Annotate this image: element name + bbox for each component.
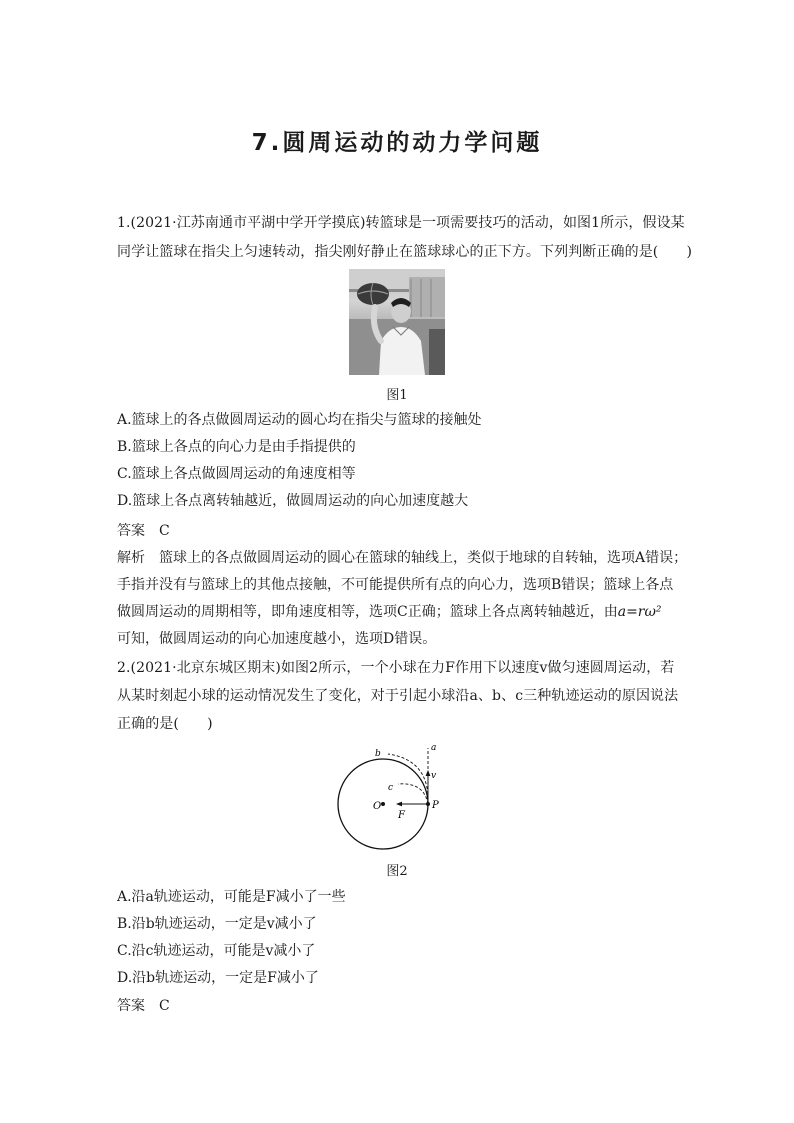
label-a: a [431, 743, 437, 753]
page-title: 7.圆周运动的动力学问题 [251, 130, 543, 156]
velocity-arrowhead [426, 770, 431, 776]
trajectory-b [388, 754, 428, 804]
center-dot [381, 802, 385, 806]
q2-option-b: B.沿b轨迹运动，一定是v减小了 [117, 916, 317, 932]
force-arrowhead [396, 802, 402, 807]
q2-text-line-2: 从某时刻起小球的运动情况发生了变化，对于引起小球沿a、b、c三种轨迹运动的原因说法 [117, 688, 679, 704]
q1-text-line-1: 1.(2021·江苏南通市平湖中学开学摸底)转篮球是一项需要技巧的活动，如图1所示，假设某 [117, 215, 685, 231]
centripetal-formula: a=rω² [617, 604, 662, 620]
q1-analysis-text-1: 篮球上的各点做圆周运动的圆心在篮球的轴线上，类似于地球的自转轴，选项A错误； [159, 550, 688, 566]
q1-text-line-2: 同学让篮球在指尖上匀速转动，指尖刚好静止在篮球球心的正下方。下列判断正确的是( ) [117, 244, 693, 260]
basketball-spinning-photo [349, 269, 445, 375]
q2-option-a: A.沿a轨迹运动，可能是F减小了一些 [117, 889, 346, 905]
q1-analysis-text-3: 做圆周运动的周期相等，即角速度相等，选项C正确；篮球上各点离转轴越近，由 [117, 604, 618, 620]
q2-option-c: C.沿c轨迹运动，可能是v减小了 [117, 943, 316, 959]
particle-dot [426, 802, 430, 806]
q1-analysis-line-3 [117, 602, 662, 622]
q1-analysis-line-1 [117, 548, 687, 568]
label-p: P [432, 800, 439, 811]
q2-option-d: D.沿b轨迹运动，一定是F减小了 [117, 970, 319, 986]
q2-answer-row [117, 996, 170, 1016]
q1-option-a: A.篮球上的各点做圆周运动的圆心均在指尖与篮球的接触处 [117, 412, 482, 428]
q1-option-c: C.篮球上各点做圆周运动的角速度相等 [117, 466, 356, 482]
label-b: b [375, 749, 381, 759]
label-f: F [398, 810, 405, 821]
q2-answer-label: 答案 [117, 998, 145, 1014]
q1-answer-value: C [159, 523, 170, 539]
photo-illustration [349, 269, 445, 375]
q1-analysis-label: 解析 [117, 550, 145, 566]
label-o: O [373, 801, 382, 812]
q1-answer-label: 答案 [117, 523, 145, 539]
q2-answer-value: C [159, 998, 170, 1014]
q1-option-b: B.篮球上各点的向心力是由手指提供的 [117, 439, 356, 455]
q1-analysis-line-4: 可知，做圆周运动的向心加速度越小，选项D错误。 [117, 631, 437, 647]
q1-analysis-line-2: 手指并没有与篮球上的其他点接触，不可能提供所有点的向心力，选项B错误；篮球上各点 [117, 577, 674, 593]
circular-motion-diagram [330, 742, 460, 854]
q1-answer-row [117, 521, 170, 541]
q2-text-line-3: 正确的是( ) [117, 716, 213, 732]
label-c: c [388, 783, 394, 793]
figure-2-caption: 图2 [386, 864, 408, 879]
q1-option-d: D.篮球上各点离转轴越近，做圆周运动的向心加速度越大 [117, 493, 469, 509]
trajectory-c [398, 784, 428, 804]
label-v: v [431, 771, 437, 781]
q2-text-line-1: 2.(2021·北京东城区期末)如图2所示，一个小球在力F作用下以速度v做匀速圆周运动，若 [117, 660, 675, 676]
figure-1-caption: 图1 [386, 388, 408, 403]
